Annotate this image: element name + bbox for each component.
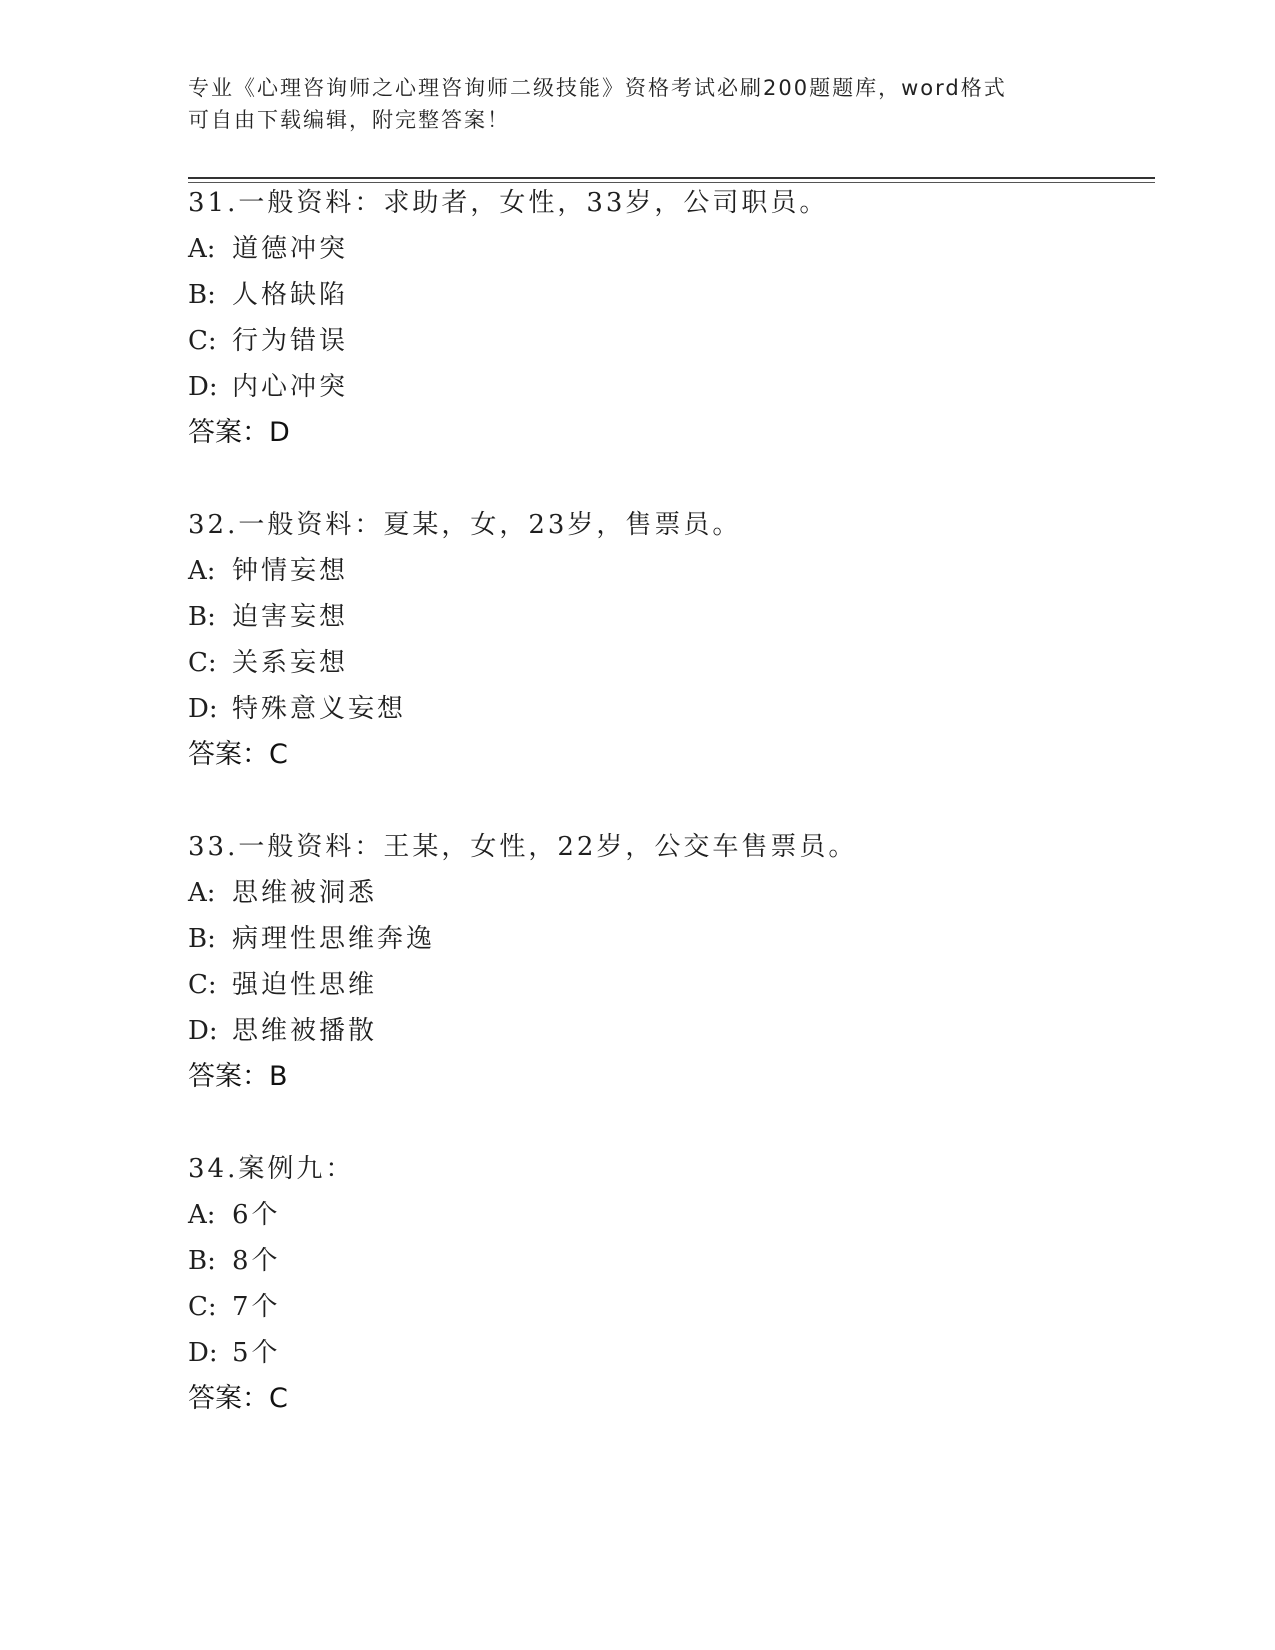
option-a bbox=[188, 1192, 1088, 1238]
option-label: B: bbox=[188, 280, 216, 310]
option-b bbox=[188, 272, 1088, 318]
question-stem: 31.一般资料：求助者，女性，33岁，公司职员。 bbox=[188, 188, 829, 218]
option-c bbox=[188, 318, 1088, 364]
option-label: A: bbox=[188, 556, 216, 586]
header-line-2: 可自由下载编辑，附完整答案！ bbox=[188, 108, 510, 132]
option-a bbox=[188, 226, 1088, 272]
option-text: 行为错误 bbox=[232, 326, 349, 356]
option-b bbox=[188, 916, 1088, 962]
option-d bbox=[188, 686, 1088, 732]
option-text: 5个 bbox=[232, 1338, 281, 1368]
option-a bbox=[188, 548, 1088, 594]
option-label: B: bbox=[188, 924, 216, 954]
option-text: 7个 bbox=[232, 1292, 281, 1322]
answer: 答案：C bbox=[188, 739, 288, 770]
option-text: 迫害妄想 bbox=[232, 602, 349, 632]
answer: 答案：B bbox=[188, 1061, 288, 1092]
option-label: B: bbox=[188, 602, 216, 632]
document-header bbox=[188, 72, 1088, 136]
question-stem: 34.案例九： bbox=[188, 1154, 355, 1184]
option-a bbox=[188, 870, 1088, 916]
option-text: 思维被播散 bbox=[232, 1016, 378, 1046]
option-text: 特殊意义妄想 bbox=[232, 694, 407, 724]
option-label: D: bbox=[188, 694, 218, 724]
option-c bbox=[188, 1284, 1088, 1330]
option-b bbox=[188, 594, 1088, 640]
header-line-1: 专业《心理咨询师之心理咨询师二级技能》资格考试必刷200题题库，word格式 bbox=[188, 76, 1007, 100]
option-label: C: bbox=[188, 1292, 217, 1322]
option-label: C: bbox=[188, 326, 217, 356]
question-stem: 33.一般资料：王某，女性，22岁，公交车售票员。 bbox=[188, 832, 858, 862]
option-text: 内心冲突 bbox=[232, 372, 349, 402]
option-d bbox=[188, 364, 1088, 410]
option-label: A: bbox=[188, 878, 216, 908]
option-text: 病理性思维奔逸 bbox=[232, 924, 436, 954]
question-34 bbox=[188, 1146, 1088, 1422]
answer: 答案：D bbox=[188, 417, 290, 448]
option-label: C: bbox=[188, 970, 217, 1000]
question-31 bbox=[188, 180, 1088, 456]
option-label: A: bbox=[188, 1200, 216, 1230]
question-stem: 32.一般资料：夏某，女，23岁，售票员。 bbox=[188, 510, 742, 540]
option-text: 8个 bbox=[232, 1246, 281, 1276]
option-text: 思维被洞悉 bbox=[232, 878, 378, 908]
question-33 bbox=[188, 824, 1088, 1100]
option-text: 钟情妄想 bbox=[232, 556, 349, 586]
option-label: D: bbox=[188, 1016, 218, 1046]
option-text: 关系妄想 bbox=[232, 648, 349, 678]
option-text: 强迫性思维 bbox=[232, 970, 378, 1000]
option-d bbox=[188, 1008, 1088, 1054]
option-label: D: bbox=[188, 372, 218, 402]
option-text: 人格缺陷 bbox=[232, 280, 349, 310]
option-text: 道德冲突 bbox=[232, 234, 349, 264]
option-label: A: bbox=[188, 234, 216, 264]
option-label: D: bbox=[188, 1338, 218, 1368]
question-32 bbox=[188, 502, 1088, 778]
option-c bbox=[188, 962, 1088, 1008]
answer: 答案：C bbox=[188, 1383, 288, 1414]
option-label: B: bbox=[188, 1246, 216, 1276]
option-b bbox=[188, 1238, 1088, 1284]
header-divider-thick bbox=[188, 177, 1155, 179]
option-d bbox=[188, 1330, 1088, 1376]
option-text: 6个 bbox=[232, 1200, 281, 1230]
option-label: C: bbox=[188, 648, 217, 678]
option-c bbox=[188, 640, 1088, 686]
